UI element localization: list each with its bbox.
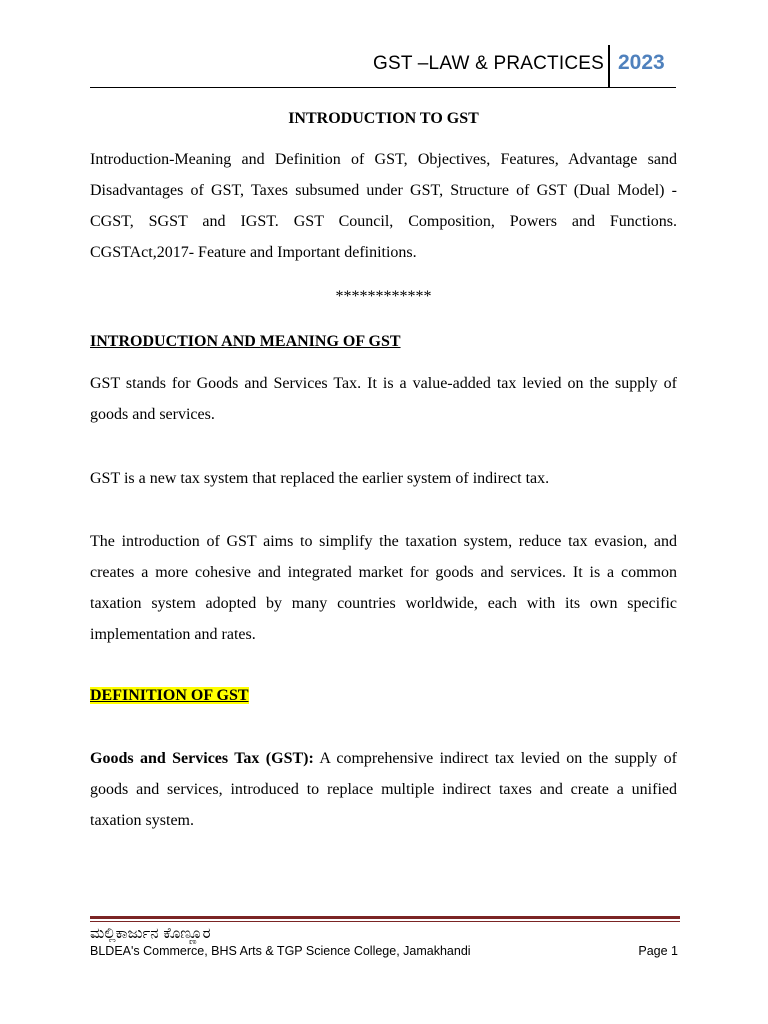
definition-paragraph <box>90 743 677 836</box>
header-rule <box>90 87 676 88</box>
footer-author: ಮಲ್ಲಿಕಾರ್ಜುನ ಕೊಣ್ಣೂರ <box>90 924 211 942</box>
paragraph-new-tax-system: GST is a new tax system that replaced the earlier system of indirect tax. <box>90 470 550 487</box>
footer-rule-thick <box>90 916 680 919</box>
footer-rule-thin <box>90 921 680 922</box>
header-year: 2023 <box>618 51 665 74</box>
section-heading-definition <box>90 680 677 711</box>
separator: ************ <box>335 288 432 305</box>
footer-college: BLDEA's Commerce, BHS Arts & TGP Science College, Jamakhandi <box>90 944 471 958</box>
definition-heading-highlight: DEFINITION OF GST <box>90 687 249 704</box>
footer-page-number: Page 1 <box>638 944 678 958</box>
definition-term: Goods and Services Tax (GST): <box>90 750 314 767</box>
definition-text: A comprehensive indirect tax levied on the supply of goods and services, introduced to replace multiple indirect taxes and create a unified taxation system. <box>90 750 677 829</box>
paragraph-introduction-aims: The introduction of GST aims to simplify the taxation system, reduce tax evasion, and creates a more cohesive and integrated market for goods and services. It is a common taxation system adopted by many countries worldwide, each with its own specific implementation and rates. <box>90 533 677 643</box>
paragraph-gst-stands-for: GST stands for Goods and Services Tax. It is a value-added tax levied on the supply of goods and services. <box>90 375 677 423</box>
header-divider <box>608 45 610 87</box>
section-heading-introduction: INTRODUCTION AND MEANING OF GST <box>90 333 401 350</box>
document-title: INTRODUCTION TO GST <box>288 110 479 127</box>
header-title: GST –LAW & PRACTICES <box>373 53 604 74</box>
intro-paragraph: Introduction-Meaning and Definition of GST, Objectives, Features, Advantage sand Disadvantages of GST, Taxes subsumed under GST, Structure of GST (Dual Model) - CGST, SGST and IGST. GST Council, Composition, Powers and Functions. CGSTAct,2017- Feature and Important definitions. <box>90 151 677 261</box>
page-header <box>0 45 768 87</box>
